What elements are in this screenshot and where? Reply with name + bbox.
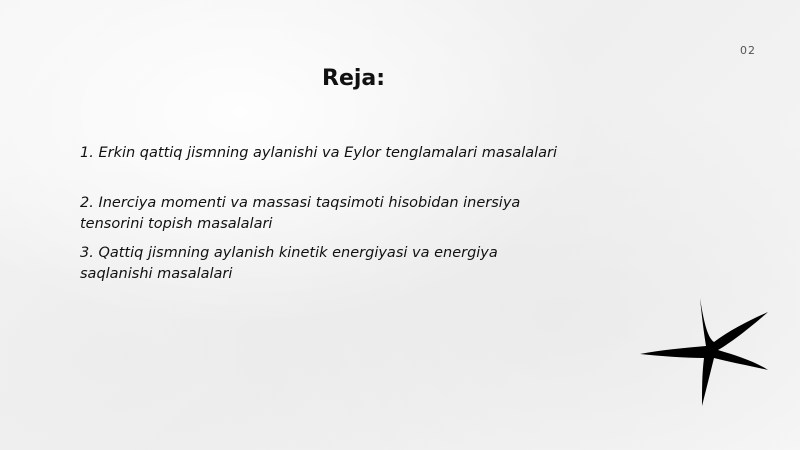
page-number: 02 xyxy=(740,44,756,57)
list-item-3: 3. Qattiq jismning aylanish kinetik energiyasi va energiya saqlanishi masalalari xyxy=(80,245,498,282)
four-point-star-icon xyxy=(638,294,772,408)
slide-title: Reja: xyxy=(322,66,386,91)
list-item-1: 1. Erkin qattiq jismning aylanishi va Eylor tenglamalari masalalari xyxy=(80,145,558,161)
list-item-2: 2. Inerciya momenti va massasi taqsimoti hisobidan inersiya tensorini topish masalalari xyxy=(80,195,521,232)
